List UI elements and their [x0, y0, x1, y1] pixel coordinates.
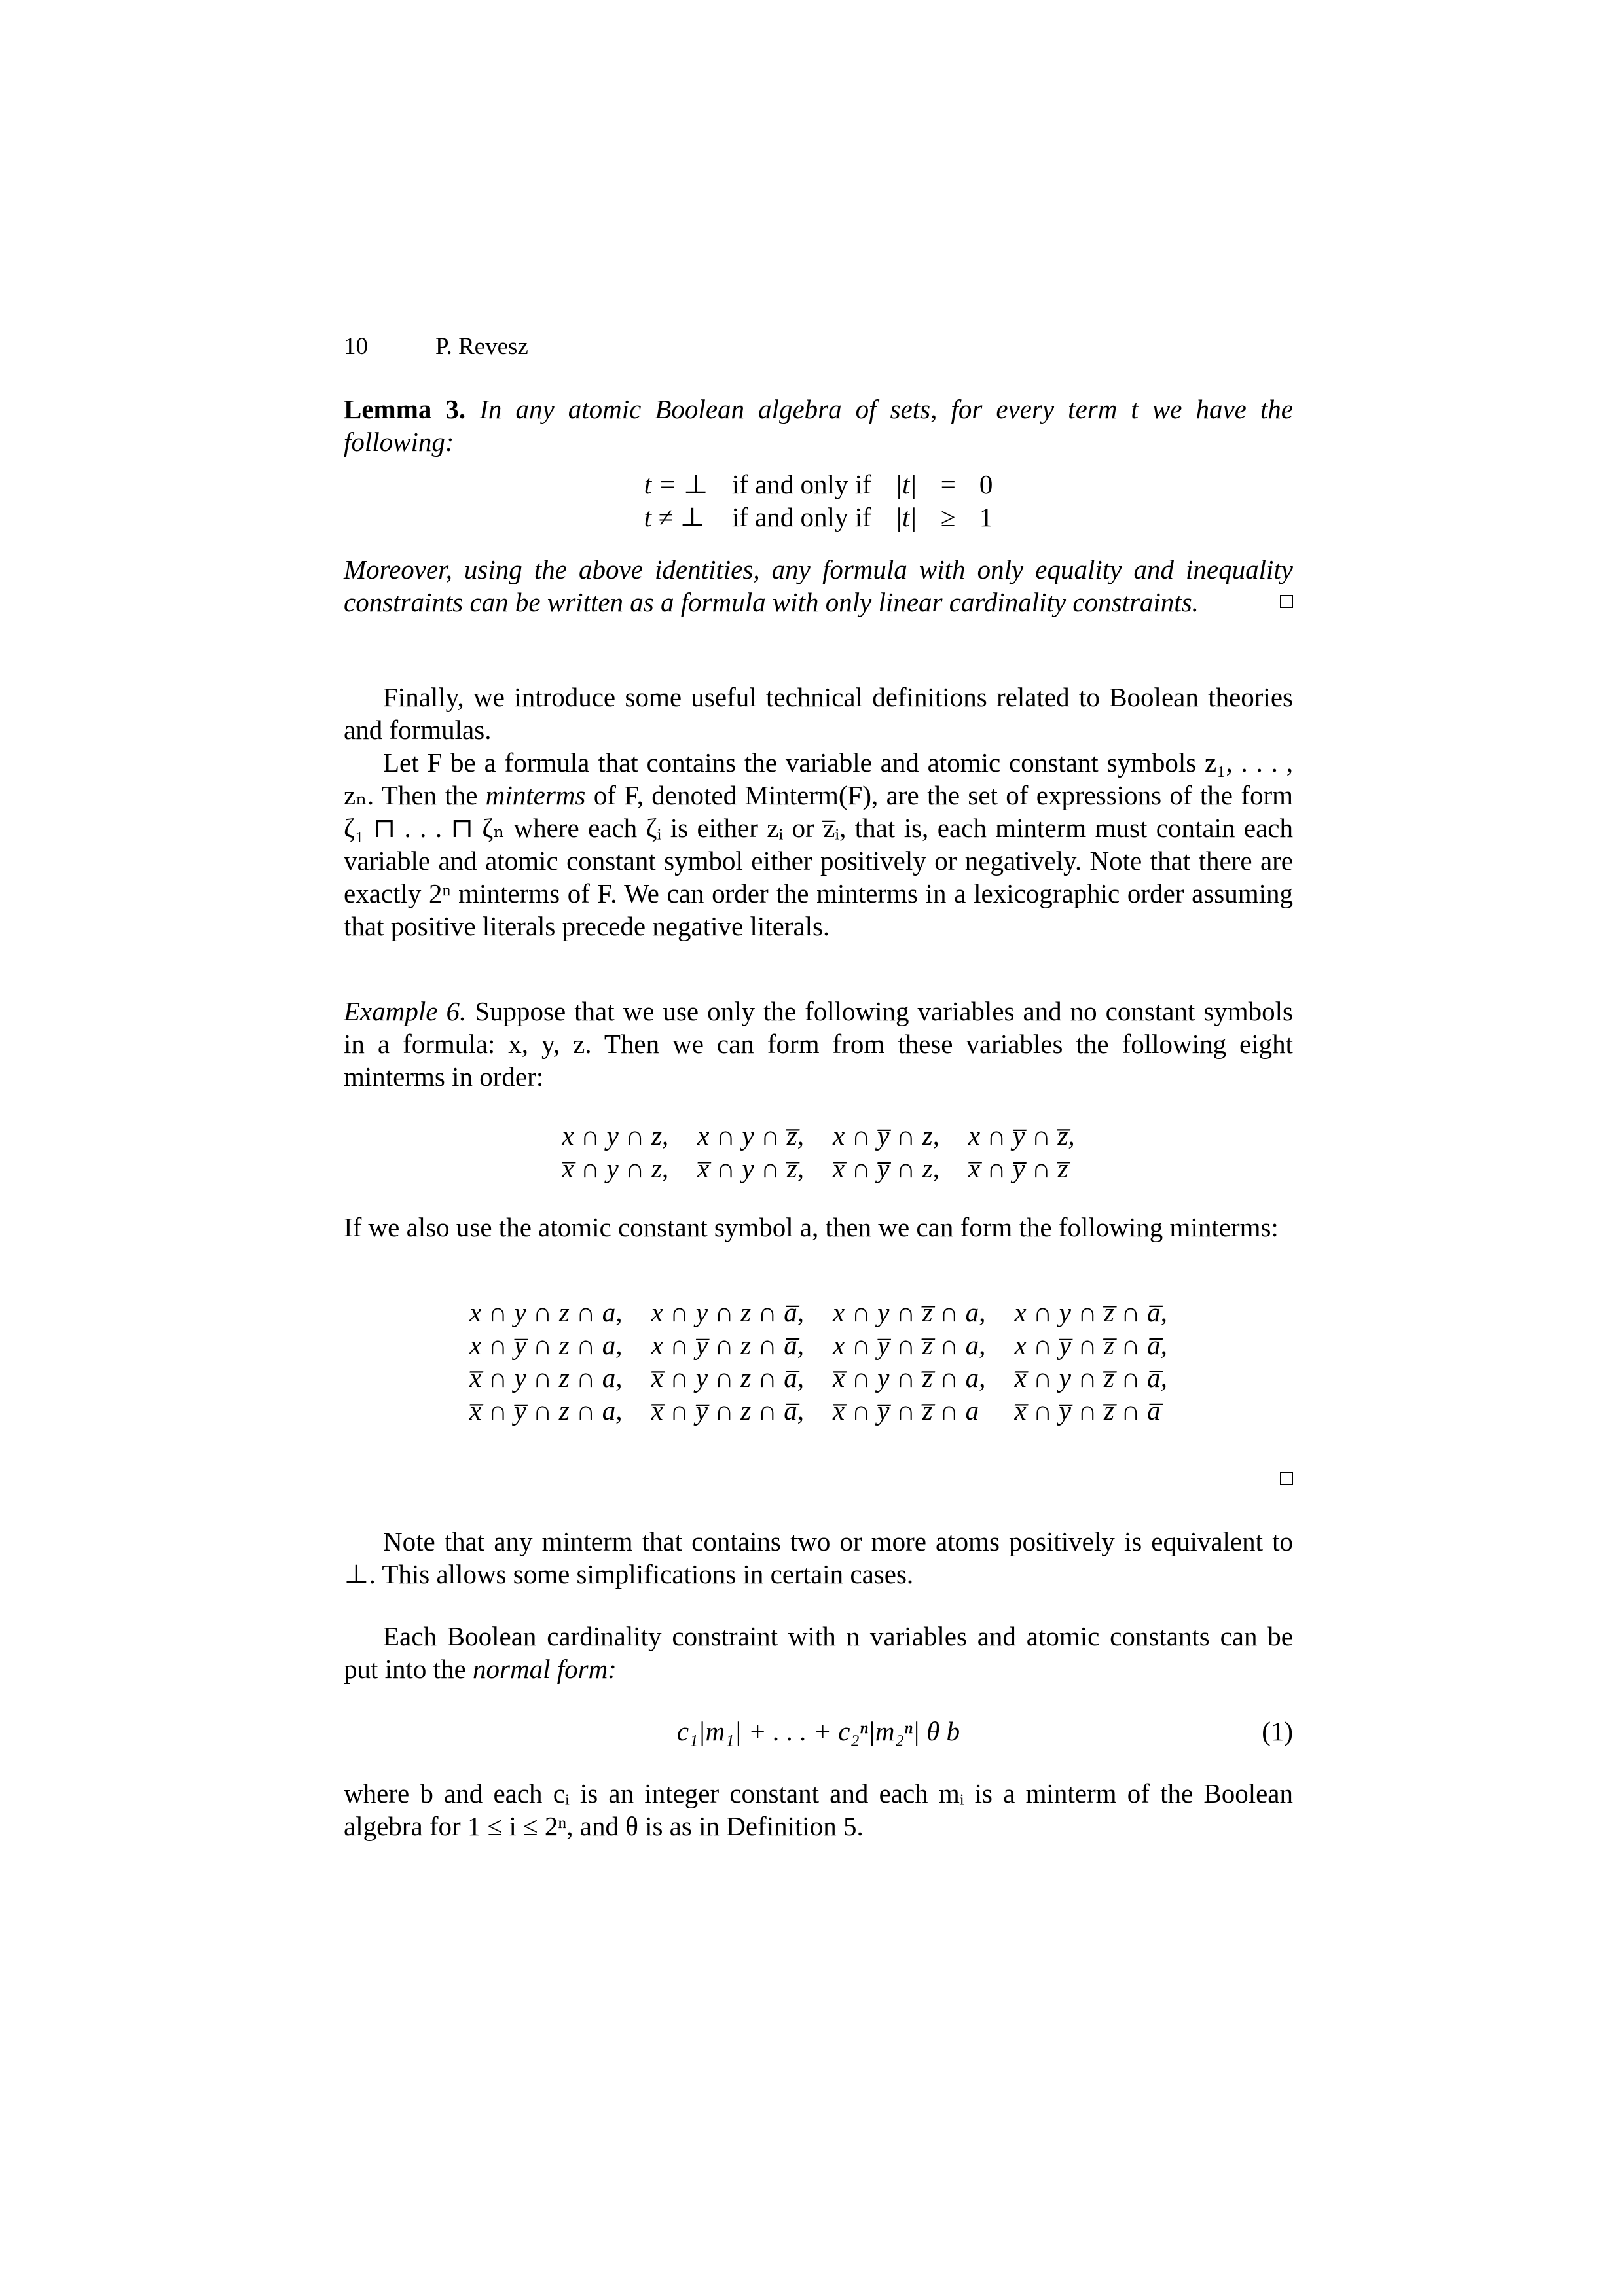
minterm: x ∩ y ∩ z̅, [697, 1121, 804, 1151]
identity-lhs: t ≠ ⊥ [644, 502, 705, 532]
identity-condition: if and only if [731, 502, 871, 532]
identity-abs: |t| [894, 469, 917, 499]
identity-rhs: 1 [979, 502, 993, 532]
identity-rhs: 0 [979, 469, 993, 499]
term-minterms: minterms [485, 780, 586, 810]
minterm: x ∩ y̅ ∩ z, [833, 1121, 939, 1151]
example-paragraph-2: If we also use the atomic constant symbol a, then we can form the following minterms: [344, 1212, 1279, 1242]
qed-box [1280, 1472, 1293, 1485]
minterm: x ∩ y ∩ z, [562, 1121, 669, 1151]
minterm: x̅ ∩ y̅ ∩ z ∩ a, [469, 1395, 623, 1426]
identity-row [632, 468, 1005, 501]
example-paragraph: Example 6. Suppose that we use only the following variables and no constant symbols in a formula: x, y, z. Then we can form from these variables the following eight minterms in order: [344, 996, 1293, 1092]
minterm: x ∩ y ∩ z̅ ∩ a, [833, 1297, 986, 1327]
minterm: x ∩ y ∩ z̅ ∩ a̅, [1014, 1297, 1167, 1327]
lemma-moreover: Moreover, using the above identities, any formula with only equality and inequality constraints can be written as a formula with only linear cardinality constraints. [344, 554, 1293, 617]
minterm: x̅ ∩ y ∩ z ∩ a, [469, 1363, 623, 1393]
lemma-label: Lemma 3. [344, 394, 466, 424]
minterm: x̅ ∩ y ∩ z, [562, 1153, 669, 1183]
minterm: x̅ ∩ y̅ ∩ z ∩ a̅, [651, 1395, 804, 1426]
identity-row [632, 501, 1005, 533]
minterm: x̅ ∩ y̅ ∩ z̅ [968, 1153, 1068, 1183]
minterm: x̅ ∩ y ∩ z̅ ∩ a, [833, 1363, 986, 1393]
equation-number: (1) [1262, 1716, 1293, 1746]
term-normal-form: normal form: [473, 1654, 617, 1684]
minterms-xyza-block [344, 1296, 1293, 1427]
minterm: x̅ ∩ y̅ ∩ z̅ ∩ a̅ [1014, 1395, 1161, 1426]
minterm: x̅ ∩ y̅ ∩ z, [833, 1153, 939, 1183]
qed-box [1280, 595, 1293, 608]
running-head [344, 331, 528, 363]
example-end [344, 1463, 1293, 1489]
paragraph-note: Note that any minterm that contains two or more atoms positively is equivalent to ⊥. This allows some simplifications in certain cases. [344, 1526, 1293, 1589]
minterm: x ∩ y ∩ z ∩ a̅, [651, 1297, 804, 1327]
identity-relation: ≥ [940, 502, 956, 532]
page-number: 10 [344, 333, 368, 360]
minterms-xyz-block [344, 1119, 1293, 1185]
lemma-statement [344, 393, 1293, 458]
equation-1 [344, 1715, 1293, 1748]
minterm: x ∩ y ∩ z ∩ a, [469, 1297, 623, 1327]
identity-relation: = [940, 469, 956, 499]
example-label: Example 6. [344, 996, 467, 1026]
lemma-text: In any atomic Boolean algebra of sets, for every term t we have the following: [344, 394, 1294, 457]
minterm: x ∩ y̅ ∩ z̅ ∩ a̅, [1014, 1330, 1167, 1360]
identity-condition: if and only if [731, 469, 871, 499]
minterm: x ∩ y̅ ∩ z̅, [968, 1121, 1075, 1151]
paragraph-after-equation: where b and each cᵢ is an integer constant and each mᵢ is a minterm of the Boolean algebra for 1 ≤ i ≤ 2ⁿ, and θ is as in Definition 5. [344, 1778, 1293, 1841]
paragraph-minterm-definition: Let F be a formula that contains the variable and atomic constant symbols z₁, . . . , zₙ. Then the minterms of F, denoted Minterm(F), are the set of expressions of the form ζ₁ ⊓ . . . ⊓ ζₙ where each ζᵢ is either zᵢ or z̅ᵢ, that is, each minterm must contain each variable and atomic constant symbol either positively or negatively. Note that there are exactly 2ⁿ minterms of F. We can order the minterms in a lexicographic order assuming that positive literals precede negative literals. [344, 747, 1293, 941]
lemma-identities [344, 468, 1293, 533]
identity-abs: |t| [894, 502, 917, 532]
equation-body: c₁|m₁| + . . . + c₂ⁿ|m₂ⁿ| θ b [676, 1716, 960, 1746]
paragraph-normal-form: Each Boolean cardinality constraint with n variables and atomic constants can be put into the normal form: [344, 1621, 1293, 1684]
paragraph-finally: Finally, we introduce some useful technical definitions related to Boolean theories and formulas. [344, 682, 1293, 745]
minterm: x̅ ∩ y̅ ∩ z̅ ∩ a [833, 1395, 979, 1426]
minterm: x ∩ y̅ ∩ z ∩ a, [469, 1330, 623, 1360]
author-name: P. Revesz [435, 333, 528, 360]
minterm: x̅ ∩ y ∩ z̅ ∩ a̅, [1014, 1363, 1167, 1393]
minterm: x̅ ∩ y ∩ z̅, [697, 1153, 804, 1183]
minterm: x ∩ y̅ ∩ z ∩ a̅, [651, 1330, 804, 1360]
identity-lhs: t = ⊥ [644, 469, 708, 499]
minterm: x ∩ y̅ ∩ z̅ ∩ a, [833, 1330, 986, 1360]
minterm: x̅ ∩ y ∩ z ∩ a̅, [651, 1363, 804, 1393]
